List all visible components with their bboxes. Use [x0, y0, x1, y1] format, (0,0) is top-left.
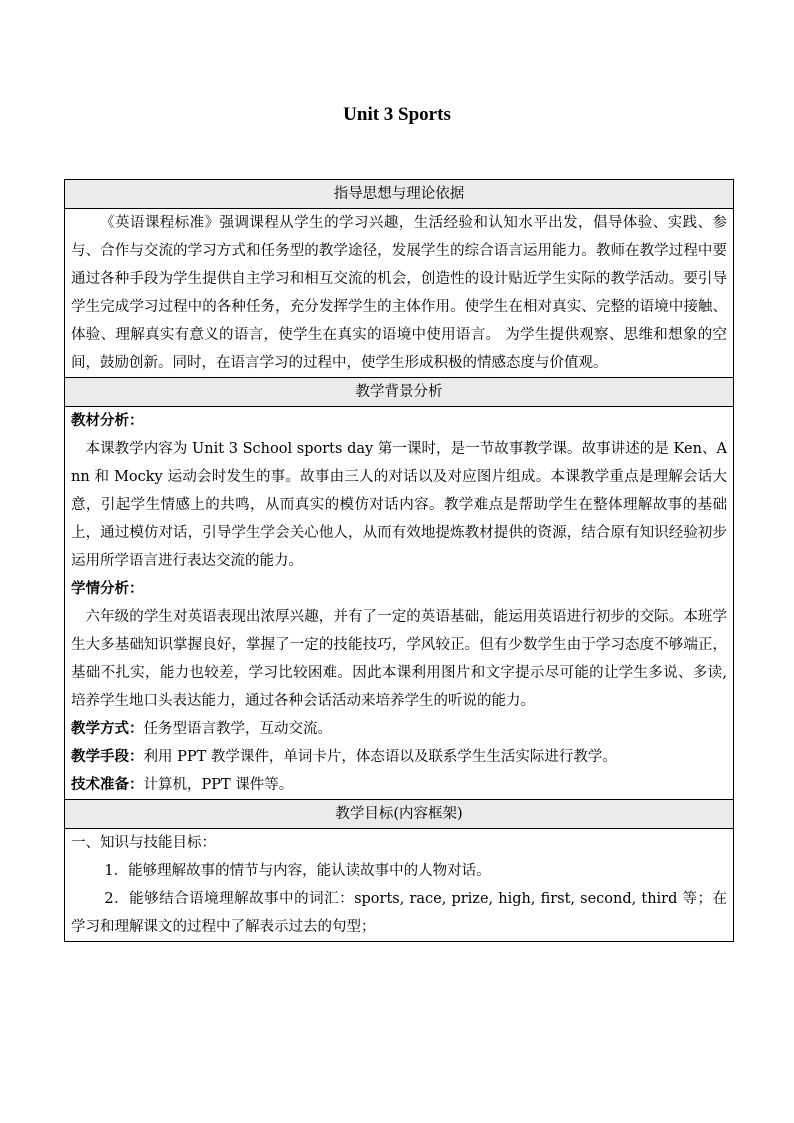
background-cell: [65, 407, 734, 800]
tech-prep-text: 计算机，PPT 课件等。: [143, 777, 294, 793]
knowledge-skill-heading: 一、知识与技能目标：: [71, 835, 216, 851]
teaching-method-line: [71, 715, 727, 743]
page-title: Unit 3 Sports: [343, 104, 451, 125]
student-analysis-text: 六年级的学生对英语表现出浓厚兴趣，并有了一定的英语基础，能运用英语进行初步的交际。本班学生大多基础知识掌握良好，掌握了一定的技能技巧，学风较正。但有少数学生由于学习态度不够端正，基础不扎实，能力也较差，学习比较困难。因此本课利用图片和文字提示尽可能的让学生多说、多读,培养学生地口头表达能力，通过各种会话活动来培养学生的听说的能力。: [71, 609, 727, 709]
objective-item-2: 2．能够结合语境理解故事中的词汇：sports, race, prize, high, first, second, third 等；在学习和理解课文的过程中了解表示过去的句型；: [71, 891, 727, 935]
objectives-cell: [65, 829, 734, 942]
tech-prep-line: [71, 771, 727, 799]
guiding-theory-cell: [65, 209, 734, 378]
lesson-plan-table: [64, 179, 734, 942]
student-analysis-label: 学情分析：: [71, 580, 144, 597]
material-analysis-text: 本课教学内容为 Unit 3 School sports day 第一课时，是一节故事教学课。故事讲述的是 Ken、Ann 和 Mocky 运动会时发生的事。故事由三人的对话以及对应图片组成。本课教学重点是理解会话大意，引起学生情感上的共鸣，从而真实的模仿对话内容。教学难点是帮助学生在整体理解故事的基础上，通过模仿对话，引导学生学会关心他人，从而有效地提炼教材提供的资源，结合原有知识经验初步运用所学语言进行表达交流的能力。: [71, 441, 727, 569]
tech-prep-label: 技术准备：: [71, 776, 144, 793]
guiding-theory-text: 《英语课程标准》强调课程从学生的学习兴趣，生活经验和认知水平出发，倡导体验、实践、参与、合作与交流的学习方式和任务型的教学途径，发展学生的综合语言运用能力。教师在教学过程中要通过各种手段为学生提供自主学习和相互交流的机会，创造性的设计贴近学生实际的教学活动。要引导学生完成学习过程中的各种任务，充分发挥学生的主体作用。使学生在相对真实、完整的语境中接触、体验、理解真实有意义的语言，使学生在真实的语境中使用语言。 为学生提供观察、思维和想象的空间，鼓励创新。同时，在语言学习的过程中，使学生形成积极的情感态度与价值观。: [71, 215, 727, 371]
objective-item-1: 1．能够理解故事的情节与内容，能认读故事中的人物对话。: [104, 863, 491, 879]
teaching-means-label: 教学手段：: [71, 748, 144, 765]
material-analysis-label: 教材分析：: [71, 412, 144, 429]
teaching-means-text: 利用 PPT 教学课件，单词卡片，体态语以及联系学生生活实际进行教学。: [143, 749, 617, 765]
section-header-background: 教学背景分析: [65, 378, 734, 407]
teaching-method-text: 任务型语言教学，互动交流。: [143, 721, 332, 737]
teaching-method-label: 教学方式：: [71, 720, 144, 737]
section-header-guiding-theory: 指导思想与理论依据: [65, 180, 734, 209]
section-header-objectives: 教学目标(内容框架): [65, 800, 734, 829]
teaching-means-line: [71, 743, 727, 771]
